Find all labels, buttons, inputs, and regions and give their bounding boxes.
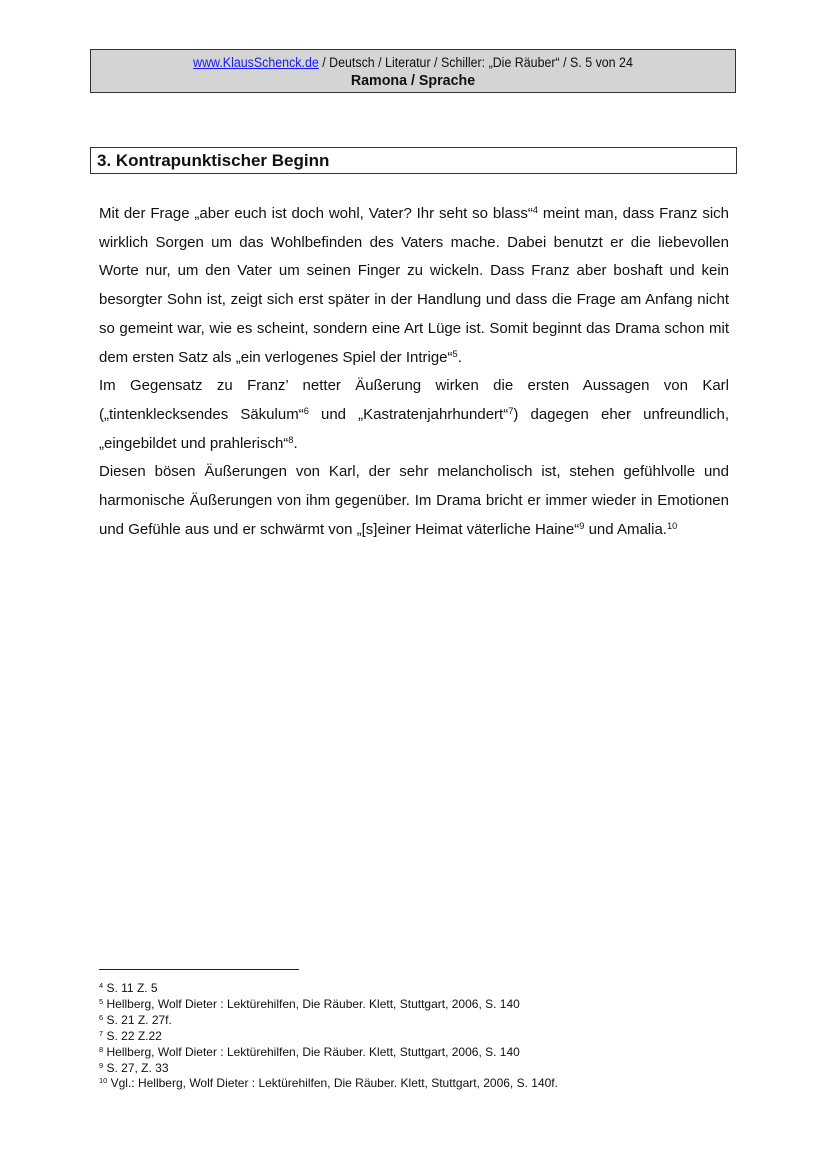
footnote-item bbox=[99, 1061, 729, 1077]
footnote-text: S. 22 Z.22 bbox=[103, 1028, 162, 1043]
footnote-divider bbox=[99, 969, 299, 970]
text-run: . bbox=[293, 434, 298, 452]
footnotes bbox=[99, 981, 729, 1092]
footnote-text: S. 11 Z. 5 bbox=[103, 981, 158, 995]
footnote-item bbox=[99, 1029, 729, 1045]
footnote-text: S. 27, Z. 33 bbox=[103, 1060, 169, 1075]
text-run: . bbox=[457, 348, 462, 366]
footnote-item bbox=[99, 1013, 729, 1029]
text-run: Im Gegensatz zu Franz’ netter Äußerung wirken die ersten Aussagen von Karl („tintenklecksendes Säkulum“ bbox=[99, 377, 729, 423]
paragraph-3 bbox=[99, 458, 729, 544]
footnote-ref[interactable]: 6 bbox=[303, 405, 309, 416]
footnote-number: 10 bbox=[99, 1076, 108, 1086]
footnote-ref[interactable]: 8 bbox=[288, 434, 294, 445]
site-link[interactable]: www.KlausSchenck.de bbox=[193, 55, 319, 70]
text-run: und Amalia. bbox=[584, 520, 667, 538]
footnote-number: 4 bbox=[99, 980, 104, 990]
text-run: ) dagegen eher unfreundlich, „eingebildet und prahlerisch“ bbox=[99, 405, 729, 452]
footnote-number: 7 bbox=[99, 1028, 104, 1038]
footnote-item bbox=[99, 981, 729, 997]
page-header bbox=[90, 49, 736, 93]
footnote-ref[interactable]: 9 bbox=[579, 520, 585, 531]
paragraph-1 bbox=[99, 200, 729, 372]
footnote-ref[interactable]: 7 bbox=[508, 405, 514, 416]
footnote-ref[interactable]: 4 bbox=[532, 204, 539, 215]
footnote-item bbox=[99, 1076, 729, 1092]
paragraph-2 bbox=[99, 372, 729, 458]
footnote-text: S. 21 Z. 27f. bbox=[103, 1012, 172, 1027]
footnote-item bbox=[99, 997, 729, 1013]
header-path: / Deutsch / Literatur / Schiller: „Die Räuber“ / S. 5 von 24 bbox=[318, 55, 633, 70]
footnote-number: 6 bbox=[99, 1012, 104, 1022]
footnote-number: 5 bbox=[99, 996, 104, 1006]
header-subtitle: Ramona / Sprache bbox=[350, 72, 476, 89]
footnote-ref[interactable]: 10 bbox=[666, 520, 678, 531]
footnote-number: 9 bbox=[99, 1060, 104, 1070]
section-title: 3. Kontrapunktischer Beginn bbox=[97, 151, 330, 170]
header-line bbox=[117, 54, 709, 71]
text-run: Diesen bösen Äußerungen von Karl, der sehr melancholisch ist, stehen gefühlvolle und harmonische Äußerungen von ihm gegenüber. Im Drama bricht er immer wieder in Emotionen und Gefühle aus und er schwärmt von „[s]einer Heimat väterliche Haine“ bbox=[99, 463, 729, 538]
text-run: Mit der Frage „aber euch ist doch wohl, Vater? Ihr seht so blass“ bbox=[99, 205, 533, 222]
text-run: und „Kastratenjahrhundert“ bbox=[308, 405, 509, 423]
footnote-number: 8 bbox=[99, 1044, 104, 1054]
footnote-text: Hellberg, Wolf Dieter : Lektürehilfen, Die Räuber. Klett, Stuttgart, 2006, S. 140 bbox=[103, 1044, 520, 1059]
footnote-text: Hellberg, Wolf Dieter : Lektürehilfen, Die Räuber. Klett, Stuttgart, 2006, S. 140 bbox=[103, 996, 520, 1011]
section-heading-box bbox=[90, 147, 737, 174]
footnote-ref[interactable]: 5 bbox=[452, 348, 458, 359]
text-run: meint man, dass Franz sich wirklich Sorgen um das Wohlbefinden des Vaters mache. Dabei benutzt er die liebevollen Worte nur, um den Vater um seinen Finger zu wickeln. Dass Franz aber boshaft und kein besorgter Sohn ist, zeigt sich erst später in der Handlung und dass die Frage am Anfang nicht so gemeint war, wie es scheint, sondern eine Art Lüge ist. Somit beginnt das Drama schon mit dem ersten Satz als „ein verlogenes Spiel der Intrige“ bbox=[99, 205, 729, 366]
footnote-item bbox=[99, 1045, 729, 1061]
body-text bbox=[99, 200, 729, 544]
footnote-text: Vgl.: Hellberg, Wolf Dieter : Lektürehilfen, Die Räuber. Klett, Stuttgart, 2006, S. 140f. bbox=[107, 1076, 558, 1091]
